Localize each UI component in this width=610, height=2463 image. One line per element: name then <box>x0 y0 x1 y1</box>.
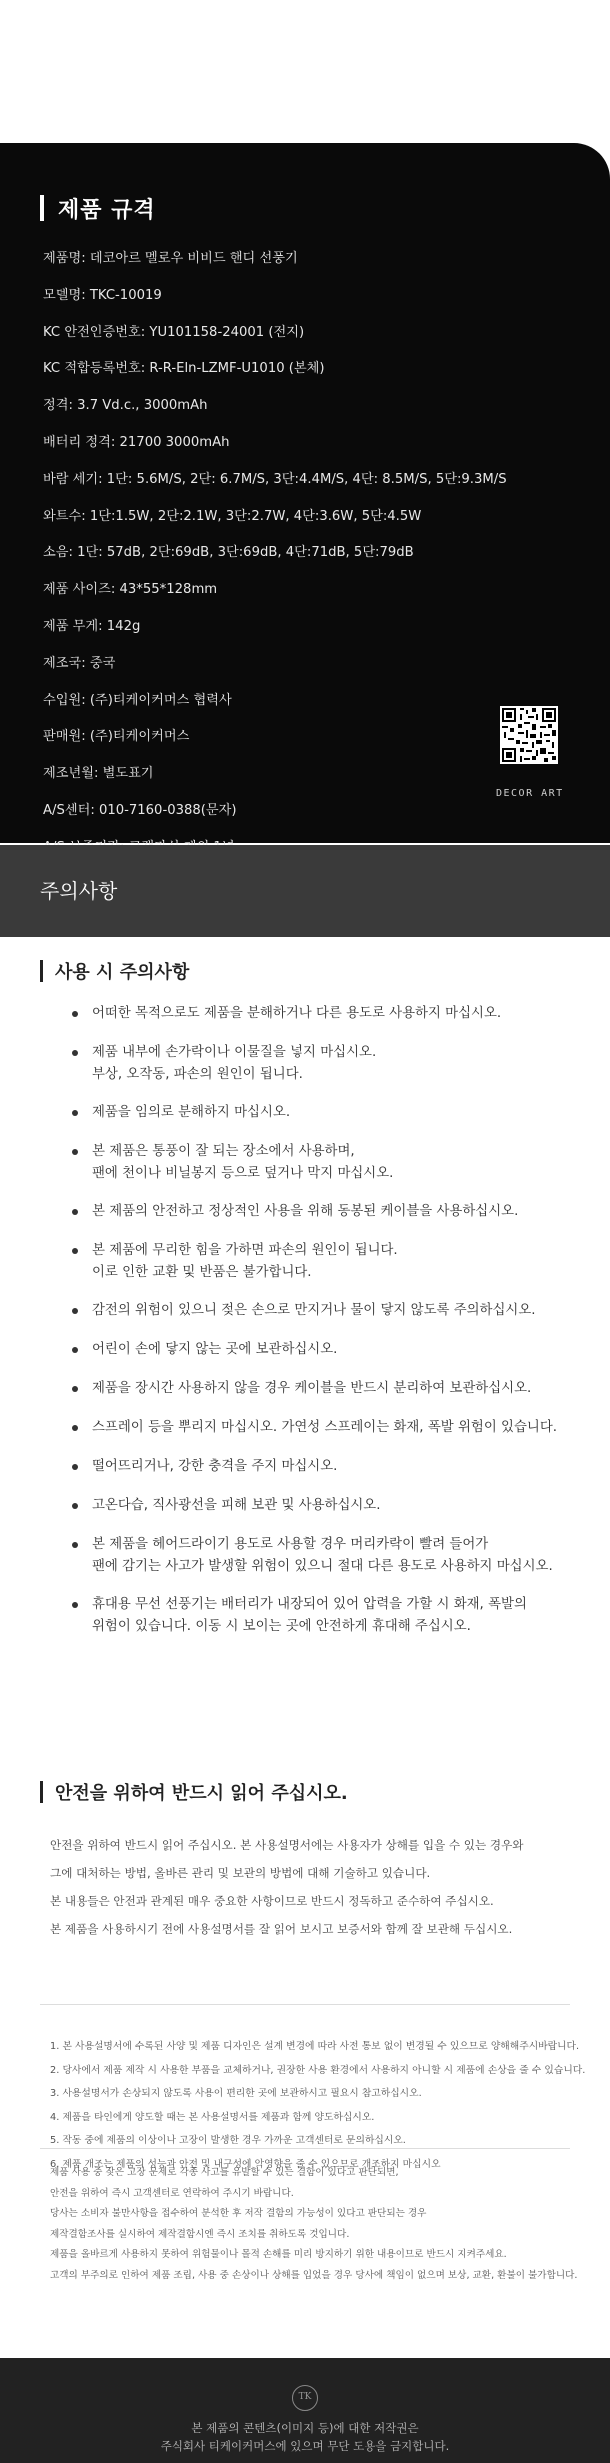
note-line: 2. 당사에서 제품 제작 시 사용한 부품을 교체하거나, 권장한 사용 환경에서 사용하지 아니할 시 제품에 손상을 줄 수 있습니다. <box>50 2064 586 2076</box>
note-line: 당사는 소비자 불만사항을 접수하여 분석한 후 저작 결함의 가능성이 있다고 판단되는 경우 <box>50 2208 427 2219</box>
list-item: 떨어뜨리거나, 강한 충격을 주지 마십시오. <box>72 1456 592 1495</box>
list-item: 제품을 장시간 사용하지 않을 경우 케이블을 반드시 분리하여 보관하십시오. <box>72 1378 592 1417</box>
list-item: 어린이 손에 닿지 않는 곳에 보관하십시오. <box>72 1339 592 1378</box>
title-bar <box>40 960 43 982</box>
brand-logo: DECOR ART <box>496 788 564 799</box>
list-item: 본 제품에 무리한 힘을 가하면 파손의 원인이 됩니다. 이로 인한 교환 및 반품은 불가합니다. <box>72 1240 592 1300</box>
note-line: 안전을 위하여 즉시 고객센터로 연락하여 주시기 바랍니다. <box>50 2187 294 2199</box>
title-bar <box>40 195 44 221</box>
spec-row: 바람 세기: 1단: 5.6M/S, 2단: 6.7M/S, 3단:4.4M/S, 4단: 8.5M/S, 5단:9.3M/S <box>43 471 507 487</box>
note-line: 4. 제품을 타인에게 양도할 때는 본 사용설명서를 제품과 함께 양도하십시오. <box>50 2111 375 2123</box>
spec-row: 제조국: 중국 <box>43 655 116 671</box>
spec-title-text: 제품 규격 <box>58 197 156 223</box>
list-item: 고온다습, 직사광선을 피해 보관 및 사용하십시오. <box>72 1495 592 1534</box>
intro-line: 본 내용들은 안전과 관계된 매우 중요한 사항이므로 반드시 정독하고 준수하여 주십시오. <box>50 1894 494 1908</box>
spec-row: KC 적합등록번호: R-R-Eln-LZMF-U1010 (본체) <box>43 361 325 377</box>
list-item: 제품 내부에 손가락이나 이물질을 넣지 마십시오. 부상, 오작동, 파손의 원인이 됩니다. <box>72 1042 592 1102</box>
list-item: 어떠한 목적으로도 제품을 분해하거나 다른 용도로 사용하지 마십시오. <box>72 1003 592 1042</box>
list-item: 본 제품의 안전하고 정상적인 사용을 위해 동봉된 케이블을 사용하십시오. <box>72 1201 592 1240</box>
note-line: 제품 사용 중 잦은 고장 문제로 각종 사고를 유발할 수 있는 결함이 있다고 판단되면, <box>50 2167 399 2178</box>
spec-section <box>0 0 610 845</box>
note-line: 5. 작동 중에 제품의 이상이나 고장이 발생한 경우 가까운 고객센터로 문의하십시오. <box>50 2135 406 2146</box>
intro-line: 본 제품을 사용하시기 전에 사용설명서를 잘 읽어 보시고 보증서와 함께 잘 보관해 두십시오. <box>50 1922 513 1936</box>
list-item: 제품을 임의로 분해하지 마십시오. <box>72 1102 592 1141</box>
spec-row: A/S센터: 010-7160-0388(문자) <box>43 802 237 818</box>
list-item: 본 제품은 통풍이 잘 되는 장소에서 사용하며, 팬에 천이나 비닐봉지 등으로 덮거나 막지 마십시오. <box>72 1141 592 1201</box>
additional-notes <box>50 2163 580 2286</box>
note-line: 6. 제품 개조는 제품의 성능과 안전 및 내구성에 악영향을 줄 수 있으므로 개조하지 마십시오 <box>50 2158 441 2170</box>
spec-row: 와트수: 1단:1.5W, 2단:2.1W, 3단:2.7W, 4단:3.6W, 5단:4.5W <box>43 508 422 524</box>
safety-title-text: 안전을 위하여 반드시 읽어 주십시오. <box>55 1783 348 1804</box>
spec-row: 정격: 3.7 Vd.c., 3000mAh <box>43 398 208 414</box>
spec-row: 배터리 정격: 21700 3000mAh <box>43 434 230 450</box>
usage-title <box>40 958 189 984</box>
safety-intro <box>50 1831 580 1943</box>
safety-title <box>40 1779 348 1805</box>
copyright-line: 본 제품의 콘텐츠(이미지 등)에 대한 저작권은 <box>191 2421 419 2435</box>
spec-row: 소음: 1단: 57dB, 2단:69dB, 3단:69dB, 4단:71dB, 5단:79dB <box>43 545 414 561</box>
list-item: 휴대용 무선 선풍기는 배터리가 내장되어 있어 압력을 가할 시 화재, 폭발의 위험이 있습니다. 이동 시 보이는 곳에 안전하게 휴대해 주십시오. <box>72 1594 592 1654</box>
spec-row: 모델명: TKC-10019 <box>43 287 162 303</box>
note-line: 1. 본 사용설명서에 수록된 사양 및 제품 디자인은 설계 변경에 따라 사전 통보 없이 변경될 수 있으므로 양해해주시바랍니다. <box>50 2041 580 2052</box>
qr-code-icon <box>500 706 558 780</box>
divider <box>40 2148 570 2149</box>
spec-row: 판매원: (주)티케이커머스 <box>43 729 190 745</box>
numbered-notes <box>50 2035 586 2176</box>
spec-title <box>40 193 156 223</box>
divider <box>40 2004 570 2005</box>
spec-row: 수입원: (주)티케이커머스 협력사 <box>43 692 232 708</box>
spec-row: KC 안전인증번호: YU101158-24001 (전지) <box>43 324 305 340</box>
note-line: 고객의 부주의로 인하여 제품 조립, 사용 중 손상이나 상해를 입었을 경우 당사에 책임이 없으며 보상, 교환, 환불이 불가합니다. <box>50 2269 578 2281</box>
spec-row: 제품명: 데코아르 멜로우 비비드 핸디 선풍기 <box>43 251 298 266</box>
caution-header-text: 주의사항 <box>40 879 118 903</box>
spec-row: 제품 사이즈: 43*55*128mm <box>43 582 218 598</box>
spec-row: 제품 무게: 142g <box>43 618 141 634</box>
title-bar <box>40 1781 43 1803</box>
caution-list <box>72 1003 592 1654</box>
brand-emblem-icon: TK <box>292 2385 318 2411</box>
note-line: 제작결함조사를 실시하여 제작결함시엔 즉시 조치를 취하도록 것입니다. <box>50 2228 350 2240</box>
list-item: 감전의 위험이 있으니 젖은 손으로 만지거나 물이 닿지 않도록 주의하십시오. <box>72 1300 592 1339</box>
intro-line: 안전을 위하여 반드시 읽어 주십시오. 본 사용설명서에는 사용자가 상해를 입을 수 있는 경우와 <box>50 1838 524 1852</box>
note-line: 3. 사용설명서가 손상되지 않도록 사용이 편리한 곳에 보관하시고 필요시 참고하십시오. <box>50 2088 422 2099</box>
list-item: 본 제품을 헤어드라이기 용도로 사용할 경우 머리카락이 빨려 들어가 팬에 감기는 사고가 발생할 위험이 있으니 절대 다른 용도로 사용하지 마십시오. <box>72 1534 592 1594</box>
intro-line: 그에 대처하는 방법, 올바른 관리 및 보관의 방법에 대해 기술하고 있습니다. <box>50 1866 431 1880</box>
usage-title-text: 사용 시 주의사항 <box>55 962 190 983</box>
copyright-footer <box>0 2358 610 2463</box>
copyright-line: 주식회사 티케이커머스에 있으며 무단 도용을 금지합니다. <box>160 2439 450 2453</box>
caution-header <box>0 845 610 937</box>
note-line: 제품을 올바르게 사용하지 못하여 위험물이나 몰적 손해를 미리 방지하기 위한 내용이므로 반드시 지켜주세요. <box>50 2249 507 2260</box>
spec-row: 제조년월: 별도표기 <box>43 766 154 782</box>
list-item: 스프레이 등을 뿌리지 마십시오. 가연성 스프레이는 화재, 폭발 위험이 있습니다. <box>72 1417 592 1456</box>
